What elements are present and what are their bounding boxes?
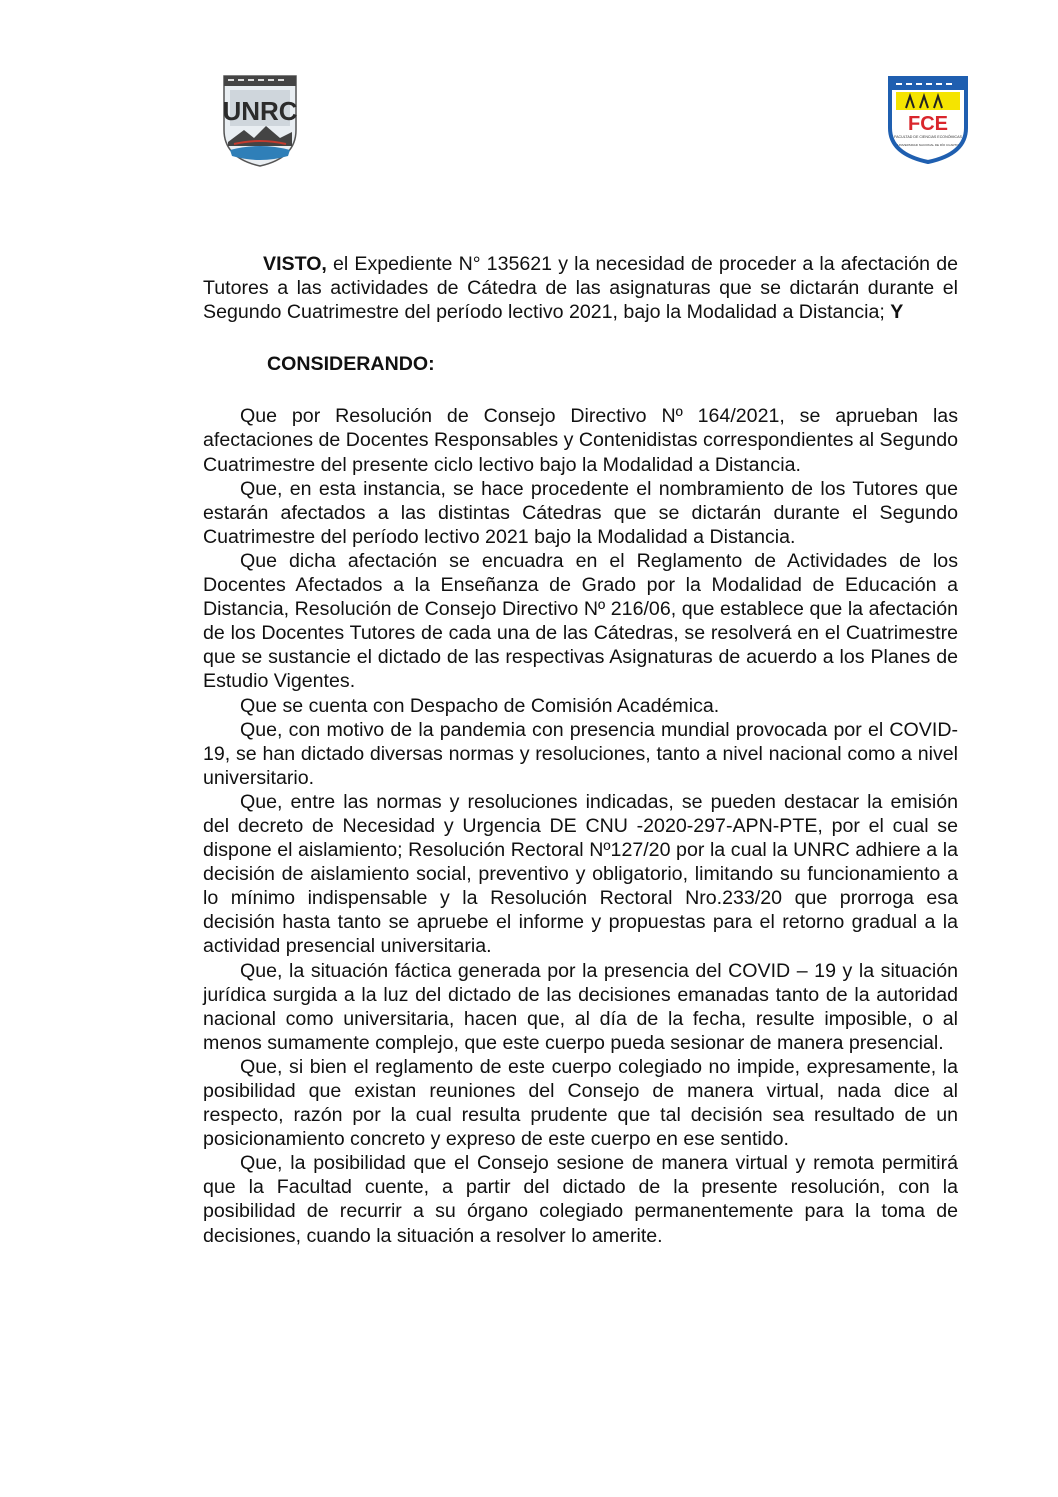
paragraph-5: Que, con motivo de la pandemia con presencia mundial provocada por el COVID-19, se han dictado diversas normas y resoluciones, tanto a nivel nacional como a nivel universitario. xyxy=(203,718,958,789)
paragraph-2: Que, en esta instancia, se hace procedente el nombramiento de los Tutores que estarán afectados a las distintas Cátedras que se dictarán durante el Segundo Cuatrimestre del período lectivo 2021 bajo la Modalidad a Distancia. xyxy=(203,477,958,548)
fce-logo-subtitle: FACULTAD DE CIENCIAS ECONÓMICAS xyxy=(894,135,962,139)
fce-logo-university: UNIVERSIDAD NACIONAL DE RÍO CUARTO xyxy=(897,143,959,147)
visto-paragraph xyxy=(203,252,958,324)
paragraph-9: Que, la posibilidad que el Consejo sesione de manera virtual y remota permitirá que la Facultad cuente, a partir del dictado de la presente resolución, con la posibilidad de recurrir a su órgano colegiado permanentemente para la toma de decisiones, cuando la situación a resolver lo amerite. xyxy=(203,1152,958,1247)
paragraph-7: Que, la situación fáctica generada por la presencia del COVID – 19 y la situación jurídica surgida a la luz del dictado de las decisiones emanadas tanto de la autoridad nacional como universitaria, hacen que, al día de la fecha, resulte imposible, o al menos sumamente complejo, que este cuerpo pueda sesionar de manera presencial. xyxy=(203,959,958,1054)
fce-logo-text: FCE xyxy=(908,113,948,135)
paragraph-1: Que por Resolución de Consejo Directivo Nº 164/2021, se aprueban las afectaciones de Docentes Responsables y Contenidistas correspondientes al Segundo Cuatrimestre del presente ciclo lectivo bajo la Modalidad a Distancia. xyxy=(203,405,958,476)
fce-logo xyxy=(886,72,970,164)
visto-tail: Y xyxy=(890,301,904,324)
document-body xyxy=(203,252,958,1248)
paragraph-3: Que dicha afectación se encuadra en el Reglamento de Actividades de los Docentes Afectados a la Enseñanza de Grado por la Modalidad de Educación a Distancia, Resolución de Consejo Directivo Nº 216/06, que establece que la afectación de los Docentes Tutores de cada una de las Cátedras, se resolverá en el Cuatrimestre que se sustancie el dictado de las respectivas Asignaturas de acuerdo a los Planes de Estudio Vigentes. xyxy=(203,549,958,693)
paragraph-8: Que, si bien el reglamento de este cuerpo colegiado no impide, expresamente, la posibilidad que existan reuniones del Consejo de manera virtual, nada dice al respecto, razón por la cual resulta prudente que tal decisión sea resultado de un posicionamiento concreto y expreso de este cuerpo en ese sentido. xyxy=(203,1055,958,1151)
considerando-heading: CONSIDERANDO: xyxy=(267,353,435,376)
paragraph-6: Que, entre las normas y resoluciones indicadas, se pueden destacar la emisión del decreto de Necesidad y Urgencia DE CNU -2020-297-APN-PTE, por el cual se dispone el aislamiento; Resolución Rectoral Nº127/20 por la cual la UNRC adhiere a la decisión de aislamiento social, preventivo y obligatorio, limitando su funcionamiento a lo mínimo indispensable y la Resolución Rectoral Nro.233/20 que prorroga esa decisión hasta tanto se apruebe el informe y propuestas para el retorno gradual a la actividad presencial universitaria. xyxy=(203,790,958,958)
unrc-logo-text: UNRC xyxy=(222,96,298,126)
paragraph-4: Que se cuenta con Despacho de Comisión Académica. xyxy=(240,694,720,717)
visto-text: el Expediente N° 135621 y la necesidad de proceder a la afectación de Tutores a las actividades de Cátedra de las asignaturas que se dictarán durante el Segundo Cuatrimestre del período lectivo 2021, bajo la Modalidad a Distancia; xyxy=(203,253,958,324)
unrc-logo xyxy=(218,72,302,168)
visto-lead: VISTO, xyxy=(263,253,327,275)
